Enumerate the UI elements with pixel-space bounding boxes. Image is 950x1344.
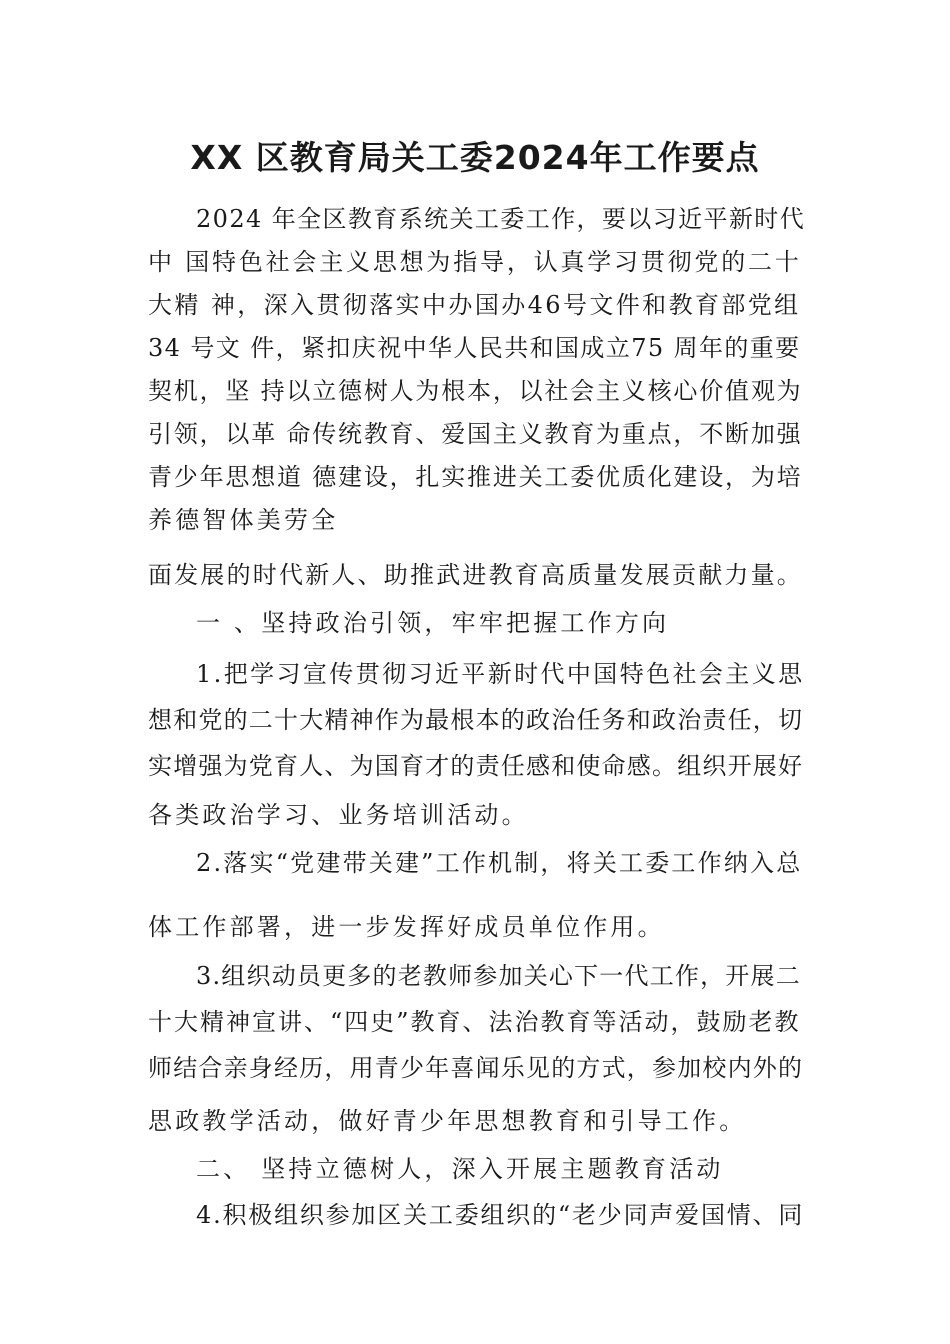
paragraph-line: 2024 年全区教育系统关工委工作，要以习近平新时代 <box>196 205 806 233</box>
document-title: XX 区教育局关工委2024年工作要点 <box>190 138 760 177</box>
paragraph-line: 大精 神，深入贯彻落实中办国办46号文件和教育部党组 <box>148 291 801 319</box>
paragraph-line: 2.落实“党建带关建”工作机制，将关工委工作纳入总 <box>196 849 803 877</box>
paragraph-line: 青少年思想道 德建设，扎实推进关工委优质化建设，为培 <box>148 463 803 491</box>
paragraph-line: 4.积极组织参加区关工委组织的“老少同声爱国情、同 <box>196 1201 805 1229</box>
paragraph-line: 想和党的二十大精神作为最根本的政治任务和政治责任，切 <box>148 706 804 734</box>
paragraph-line: 1.把学习宣传贯彻习近平新时代中国特色社会主义思 <box>196 660 805 688</box>
section-heading: 二、 坚持立德树人，深入开展主题教育活动 <box>196 1155 724 1183</box>
section-heading: 一 、坚持政治引领，牢牢把握工作方向 <box>196 609 670 637</box>
paragraph-line: 师结合亲身经历，用青少年喜闻乐见的方式，参加校内外的 <box>148 1054 804 1082</box>
paragraph-line: 引领，以革 命传统教育、爱国主义教育为重点，不断加强 <box>148 420 803 448</box>
paragraph-line: 养德智体美劳全 <box>148 506 339 534</box>
paragraph-line: 各类政治学习、业务培训活动。 <box>148 801 529 829</box>
paragraph-line: 34 号文 件，紧扣庆祝中华人民共和国成立75 周年的重要 <box>148 334 801 362</box>
paragraph-line: 契机，坚 持以立德树人为根本，以社会主义核心价值观为 <box>148 377 803 405</box>
paragraph-line: 面发展的时代新人、助推武进教育高质量发展贡献力量。 <box>148 561 803 589</box>
paragraph-line: 十大精神宣讲、“四史”教育、法治教育等活动，鼓励老教 <box>148 1008 801 1036</box>
paragraph-line: 中 国特色社会主义思想为指导，认真学习贯彻党的二十 <box>148 248 802 276</box>
paragraph-line: 实增强为党育人、为国育才的责任感和使命感。组织开展好 <box>148 752 804 780</box>
paragraph-line: 3.组织动员更多的老教师参加关心下一代工作，开展二 <box>196 962 801 990</box>
paragraph-line: 思政教学活动，做好青少年思想教育和引导工作。 <box>148 1107 747 1135</box>
paragraph-line: 体工作部署，进一步发挥好成员单位作用。 <box>148 913 665 941</box>
